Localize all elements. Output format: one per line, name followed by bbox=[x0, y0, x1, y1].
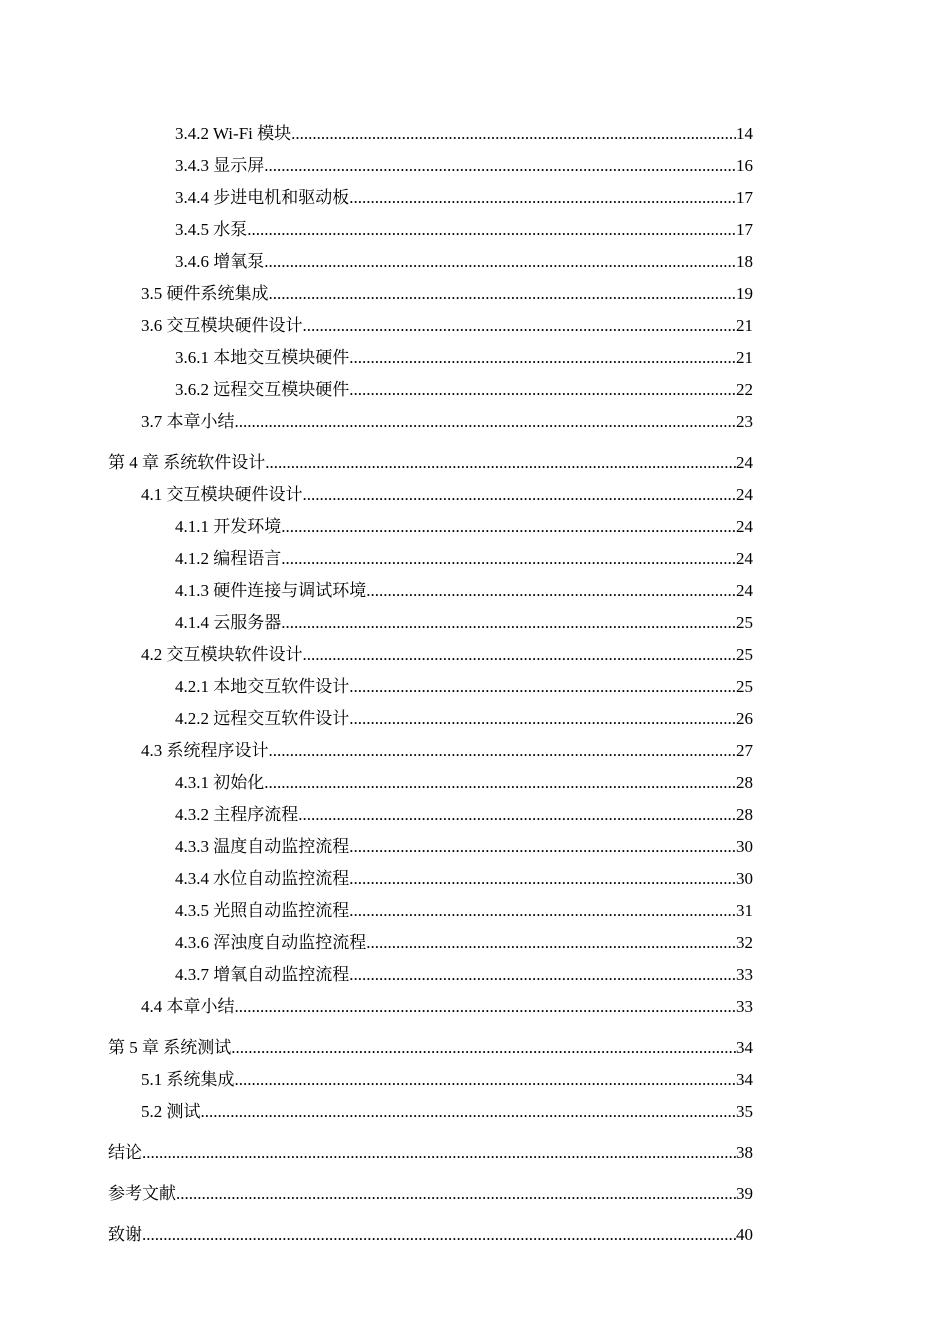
toc-dot-leader bbox=[349, 676, 736, 700]
toc-page-number: 40 bbox=[736, 1225, 753, 1244]
toc-dot-leader bbox=[176, 1183, 736, 1207]
toc-entry[interactable] bbox=[108, 179, 753, 211]
toc-page-number: 35 bbox=[736, 1102, 753, 1121]
toc-entry[interactable] bbox=[108, 275, 753, 307]
toc-entry[interactable] bbox=[108, 147, 753, 179]
toc-chapter-entry[interactable] bbox=[108, 444, 753, 476]
toc-page-number: 39 bbox=[736, 1184, 753, 1203]
toc-page-number: 23 bbox=[736, 412, 753, 431]
toc-dot-leader bbox=[265, 452, 736, 476]
toc-dot-leader bbox=[201, 1101, 737, 1125]
toc-entry-label: 4.1.3 硬件连接与调试环境 bbox=[175, 581, 367, 600]
toc-entry-label: 4.3.1 初始化 bbox=[175, 773, 265, 792]
toc-dot-leader bbox=[281, 612, 736, 636]
toc-page-number: 24 bbox=[736, 517, 753, 536]
toc-entry-label: 3.7 本章小结 bbox=[141, 412, 235, 431]
toc-entry-label: 4.3.5 光照自动监控流程 bbox=[175, 901, 350, 920]
toc-entry-label: 4.1.2 编程语言 bbox=[175, 549, 282, 568]
toc-entry-label: 4.3.6 浑浊度自动监控流程 bbox=[175, 933, 367, 952]
toc-dot-leader bbox=[349, 187, 736, 211]
toc-entry[interactable] bbox=[108, 211, 753, 243]
toc-page-number: 24 bbox=[736, 581, 753, 600]
toc-dot-leader bbox=[281, 548, 736, 572]
toc-entry-label: 3.5 硬件系统集成 bbox=[141, 284, 269, 303]
toc-dot-leader bbox=[281, 516, 736, 540]
toc-entry-label: 3.4.6 增氧泵 bbox=[175, 252, 265, 271]
toc-page-number: 25 bbox=[736, 677, 753, 696]
toc-page-number: 17 bbox=[736, 188, 753, 207]
toc-dot-leader bbox=[264, 155, 736, 179]
toc-chapter-entry[interactable] bbox=[108, 1029, 753, 1061]
toc-page-number: 24 bbox=[736, 453, 753, 472]
toc-entry-label: 3.6 交互模块硬件设计 bbox=[141, 316, 303, 335]
toc-page-number: 24 bbox=[736, 549, 753, 568]
toc-entry-label: 4.3.4 水位自动监控流程 bbox=[175, 869, 350, 888]
toc-entry[interactable] bbox=[108, 828, 753, 860]
toc-dot-leader bbox=[349, 836, 736, 860]
toc-entry[interactable] bbox=[108, 604, 753, 636]
toc-entry[interactable] bbox=[108, 371, 753, 403]
toc-page-number: 21 bbox=[736, 316, 753, 335]
toc-entry-label: 4.1 交互模块硬件设计 bbox=[141, 485, 303, 504]
toc-page-number: 21 bbox=[736, 348, 753, 367]
toc-dot-leader bbox=[349, 868, 736, 892]
toc-page-number: 34 bbox=[736, 1038, 753, 1057]
toc-page-number: 14 bbox=[736, 124, 753, 143]
toc-page-number: 33 bbox=[736, 997, 753, 1016]
toc-entry-label: 结论 bbox=[108, 1143, 142, 1162]
toc-entry-label: 4.2.2 远程交互软件设计 bbox=[175, 709, 350, 728]
toc-dot-leader bbox=[231, 1037, 736, 1061]
toc-dot-leader bbox=[303, 644, 737, 668]
toc-entry-label: 3.4.2 Wi-Fi 模块 bbox=[175, 124, 292, 143]
toc-entry-label: 4.1.4 云服务器 bbox=[175, 613, 282, 632]
toc-page-number: 18 bbox=[736, 252, 753, 271]
toc-entry[interactable] bbox=[108, 924, 753, 956]
toc-entry[interactable] bbox=[108, 476, 753, 508]
toc-entry-label: 4.2 交互模块软件设计 bbox=[141, 645, 303, 664]
toc-entry-label: 5.1 系统集成 bbox=[141, 1070, 235, 1089]
toc-chapter-entry[interactable] bbox=[108, 1216, 753, 1248]
toc-entry[interactable] bbox=[108, 1061, 753, 1093]
toc-entry[interactable] bbox=[108, 956, 753, 988]
toc-page-number: 33 bbox=[736, 965, 753, 984]
toc-entry[interactable] bbox=[108, 636, 753, 668]
toc-page-number: 32 bbox=[736, 933, 753, 952]
toc-entry[interactable] bbox=[108, 700, 753, 732]
toc-dot-leader bbox=[303, 484, 737, 508]
toc-entry-label: 第 5 章 系统测试 bbox=[108, 1038, 232, 1057]
toc-entry-label: 4.1.1 开发环境 bbox=[175, 517, 282, 536]
toc-page-number: 19 bbox=[736, 284, 753, 303]
toc-entry-label: 4.2.1 本地交互软件设计 bbox=[175, 677, 350, 696]
toc-entry[interactable] bbox=[108, 1093, 753, 1125]
toc-dot-leader bbox=[264, 772, 736, 796]
toc-page-number: 30 bbox=[736, 837, 753, 856]
toc-entry[interactable] bbox=[108, 540, 753, 572]
table-of-contents bbox=[108, 115, 753, 1248]
toc-page-number: 34 bbox=[736, 1070, 753, 1089]
toc-dot-leader bbox=[291, 123, 736, 147]
toc-dot-leader bbox=[235, 411, 737, 435]
toc-dot-leader bbox=[269, 740, 737, 764]
toc-entry[interactable] bbox=[108, 339, 753, 371]
toc-dot-leader bbox=[235, 1069, 737, 1093]
toc-entry-label: 3.6.2 远程交互模块硬件 bbox=[175, 380, 350, 399]
toc-entry-label: 4.3.2 主程序流程 bbox=[175, 805, 299, 824]
toc-entry[interactable] bbox=[108, 668, 753, 700]
toc-dot-leader bbox=[366, 932, 736, 956]
toc-entry[interactable] bbox=[108, 860, 753, 892]
toc-entry[interactable] bbox=[108, 572, 753, 604]
toc-entry[interactable] bbox=[108, 403, 753, 435]
toc-dot-leader bbox=[366, 580, 736, 604]
toc-dot-leader bbox=[349, 347, 736, 371]
toc-dot-leader bbox=[349, 379, 736, 403]
toc-dot-leader bbox=[298, 804, 736, 828]
toc-entry-label: 4.3 系统程序设计 bbox=[141, 741, 269, 760]
toc-dot-leader bbox=[349, 900, 736, 924]
toc-chapter-entry[interactable] bbox=[108, 1175, 753, 1207]
toc-entry-label: 4.3.7 增氧自动监控流程 bbox=[175, 965, 350, 984]
toc-page-number: 28 bbox=[736, 805, 753, 824]
toc-page-number: 25 bbox=[736, 613, 753, 632]
toc-page-number: 27 bbox=[736, 741, 753, 760]
toc-entry[interactable] bbox=[108, 115, 753, 147]
toc-page-number: 31 bbox=[736, 901, 753, 920]
toc-entry-label: 致谢 bbox=[108, 1225, 142, 1244]
toc-page-number: 17 bbox=[736, 220, 753, 239]
toc-dot-leader bbox=[142, 1142, 736, 1166]
toc-entry[interactable] bbox=[108, 508, 753, 540]
toc-dot-leader bbox=[349, 964, 736, 988]
toc-entry[interactable] bbox=[108, 796, 753, 828]
toc-entry-label: 4.4 本章小结 bbox=[141, 997, 235, 1016]
toc-dot-leader bbox=[349, 708, 736, 732]
toc-entry-label: 5.2 测试 bbox=[141, 1102, 201, 1121]
toc-entry[interactable] bbox=[108, 764, 753, 796]
toc-page-number: 30 bbox=[736, 869, 753, 888]
toc-page-number: 28 bbox=[736, 773, 753, 792]
toc-dot-leader bbox=[264, 251, 736, 275]
toc-page-number: 26 bbox=[736, 709, 753, 728]
toc-entry[interactable] bbox=[108, 988, 753, 1020]
toc-entry-label: 第 4 章 系统软件设计 bbox=[108, 453, 266, 472]
toc-entry-label: 3.4.3 显示屏 bbox=[175, 156, 265, 175]
toc-dot-leader bbox=[142, 1224, 736, 1248]
toc-dot-leader bbox=[269, 283, 737, 307]
toc-entry[interactable] bbox=[108, 892, 753, 924]
toc-entry[interactable] bbox=[108, 243, 753, 275]
toc-page-number: 22 bbox=[736, 380, 753, 399]
toc-page-number: 38 bbox=[736, 1143, 753, 1162]
toc-entry-label: 3.4.5 水泵 bbox=[175, 220, 248, 239]
toc-chapter-entry[interactable] bbox=[108, 1134, 753, 1166]
toc-entry-label: 3.4.4 步进电机和驱动板 bbox=[175, 188, 350, 207]
toc-dot-leader bbox=[303, 315, 737, 339]
toc-dot-leader bbox=[247, 219, 736, 243]
toc-page-number: 25 bbox=[736, 645, 753, 664]
toc-entry-label: 4.3.3 温度自动监控流程 bbox=[175, 837, 350, 856]
toc-entry-label: 参考文献 bbox=[108, 1184, 176, 1203]
toc-page-number: 16 bbox=[736, 156, 753, 175]
toc-dot-leader bbox=[235, 996, 737, 1020]
toc-entry-label: 3.6.1 本地交互模块硬件 bbox=[175, 348, 350, 367]
toc-entry[interactable] bbox=[108, 307, 753, 339]
toc-entry[interactable] bbox=[108, 732, 753, 764]
toc-page-number: 24 bbox=[736, 485, 753, 504]
